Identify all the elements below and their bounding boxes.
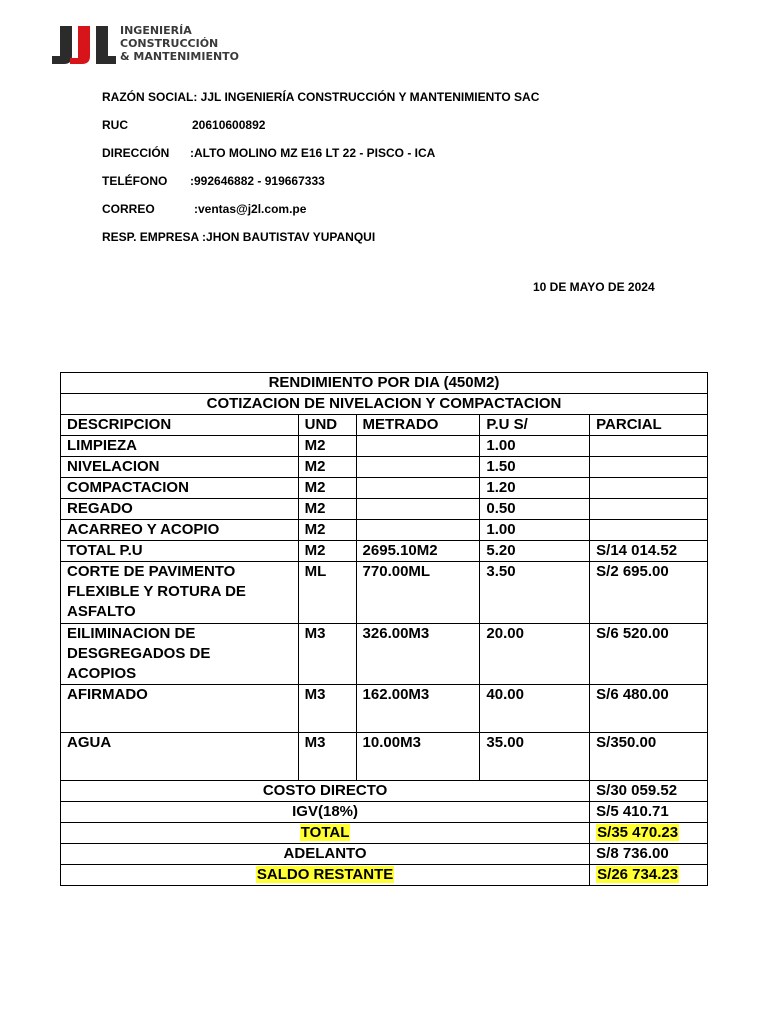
cell-pu: 40.00	[480, 685, 590, 733]
cell-parcial	[590, 436, 708, 457]
cell-parcial: S/6 480.00	[590, 685, 708, 733]
cell-parcial: S/350.00	[590, 733, 708, 781]
cell-metrado	[356, 499, 480, 520]
table-title-2: COTIZACION DE NIVELACION Y COMPACTACION	[61, 394, 708, 415]
adelanto-label: ADELANTO	[61, 844, 590, 865]
ruc-row	[102, 118, 266, 132]
correo-row	[102, 202, 307, 216]
jjl-logo-icon	[50, 24, 116, 66]
table-title-row	[61, 373, 708, 394]
igv-value: S/5 410.71	[590, 802, 708, 823]
razon-social: RAZÓN SOCIAL: JJL INGENIERÍA CONSTRUCCIÓN Y MANTENIMIENTO SAC	[102, 90, 540, 104]
table-title-row	[61, 394, 708, 415]
table-header-row	[61, 415, 708, 436]
resp-empresa: RESP. EMPRESA :JHON BAUTISTAV YUPANQUI	[102, 230, 376, 244]
cell-metrado	[356, 478, 480, 499]
cell-descripcion: COMPACTACION	[61, 478, 299, 499]
total-label-cell	[61, 823, 590, 844]
costo-directo-label: COSTO DIRECTO	[61, 781, 590, 802]
cell-pu: 35.00	[480, 733, 590, 781]
table-title-1: RENDIMIENTO POR DIA (450M2)	[61, 373, 708, 394]
total-value: S/35 470.23	[597, 824, 679, 841]
company-logo	[50, 24, 239, 66]
cell-metrado: 10.00M3	[356, 733, 480, 781]
logo-line-2: CONSTRUCCIÓN	[120, 37, 219, 50]
cell-descripcion: REGADO	[61, 499, 299, 520]
total-value-cell	[590, 823, 708, 844]
summary-row	[61, 823, 708, 844]
cell-pu: 1.50	[480, 457, 590, 478]
cell-pu: 1.00	[480, 520, 590, 541]
cell-pu: 20.00	[480, 624, 590, 685]
cell-und: M3	[298, 685, 356, 733]
header-parcial: PARCIAL	[590, 415, 708, 436]
ruc-value: 20610600892	[192, 118, 266, 132]
cell-und: M3	[298, 624, 356, 685]
summary-row	[61, 865, 708, 886]
table-row	[61, 624, 708, 685]
cell-und: M3	[298, 733, 356, 781]
cell-parcial: S/14 014.52	[590, 541, 708, 562]
cell-parcial: S/6 520.00	[590, 624, 708, 685]
cell-descripcion: LIMPIEZA	[61, 436, 299, 457]
direccion-label: DIRECCIÓN	[102, 146, 170, 160]
adelanto-value: S/8 736.00	[590, 844, 708, 865]
table-row	[61, 436, 708, 457]
cell-metrado: 162.00M3	[356, 685, 480, 733]
summary-row	[61, 844, 708, 865]
summary-row	[61, 781, 708, 802]
table-row	[61, 499, 708, 520]
header-und: UND	[298, 415, 356, 436]
header-descripcion: DESCRIPCION	[61, 415, 299, 436]
direccion-row	[102, 146, 436, 160]
cell-metrado: 2695.10M2	[356, 541, 480, 562]
cell-parcial	[590, 499, 708, 520]
cell-metrado: 770.00ML	[356, 562, 480, 624]
cell-metrado: 326.00M3	[356, 624, 480, 685]
cell-und: M2	[298, 457, 356, 478]
saldo-value: S/26 734.23	[597, 866, 679, 883]
logo-line-1: INGENIERÍA	[120, 24, 192, 37]
quotation-table	[60, 372, 708, 886]
telefono-value: :992646882 - 919667333	[190, 174, 325, 188]
cell-pu: 1.20	[480, 478, 590, 499]
table-row	[61, 562, 708, 624]
cell-und: M2	[298, 478, 356, 499]
table-row	[61, 541, 708, 562]
costo-directo-value: S/30 059.52	[590, 781, 708, 802]
logo-text	[120, 24, 239, 63]
saldo-label: SALDO RESTANTE	[256, 866, 394, 883]
cell-pu: 1.00	[480, 436, 590, 457]
cell-descripcion: CORTE DE PAVIMENTO FLEXIBLE Y ROTURA DE ASFALTO	[61, 562, 299, 624]
logo-line-3: & MANTENIMIENTO	[120, 50, 240, 63]
table-row	[61, 478, 708, 499]
header-metrado: METRADO	[356, 415, 480, 436]
summary-row	[61, 802, 708, 823]
table-row	[61, 733, 708, 781]
cell-und: ML	[298, 562, 356, 624]
cell-und: M2	[298, 436, 356, 457]
direccion-value: :ALTO MOLINO MZ E16 LT 22 - PISCO - ICA	[190, 146, 436, 160]
table-row	[61, 520, 708, 541]
table-row	[61, 457, 708, 478]
cell-pu: 5.20	[480, 541, 590, 562]
cell-pu: 3.50	[480, 562, 590, 624]
cell-parcial	[590, 520, 708, 541]
cell-descripcion: NIVELACION	[61, 457, 299, 478]
cell-descripcion: AGUA	[61, 733, 299, 781]
igv-label: IGV(18%)	[61, 802, 590, 823]
cell-descripcion: AFIRMADO	[61, 685, 299, 733]
telefono-row	[102, 174, 325, 188]
cell-metrado	[356, 436, 480, 457]
cell-pu: 0.50	[480, 499, 590, 520]
telefono-label: TELÉFONO	[102, 174, 168, 188]
header-pu: P.U S/	[480, 415, 590, 436]
document-date: 10 DE MAYO DE 2024	[533, 280, 655, 294]
cell-und: M2	[298, 499, 356, 520]
correo-label: CORREO	[102, 202, 155, 216]
saldo-value-cell	[590, 865, 708, 886]
saldo-label-cell	[61, 865, 590, 886]
correo-value: :ventas@j2l.com.pe	[194, 202, 307, 216]
cell-metrado	[356, 520, 480, 541]
cell-und: M2	[298, 541, 356, 562]
total-label: TOTAL	[300, 824, 350, 841]
cell-und: M2	[298, 520, 356, 541]
cell-descripcion: EILIMINACION DE DESGREGADOS DE ACOPIOS	[61, 624, 299, 685]
cell-metrado	[356, 457, 480, 478]
table-row	[61, 685, 708, 733]
ruc-label: RUC	[102, 118, 128, 132]
cell-parcial: S/2 695.00	[590, 562, 708, 624]
cell-descripcion: TOTAL P.U	[61, 541, 299, 562]
cell-parcial	[590, 478, 708, 499]
cell-parcial	[590, 457, 708, 478]
cell-descripcion: ACARREO Y ACOPIO	[61, 520, 299, 541]
